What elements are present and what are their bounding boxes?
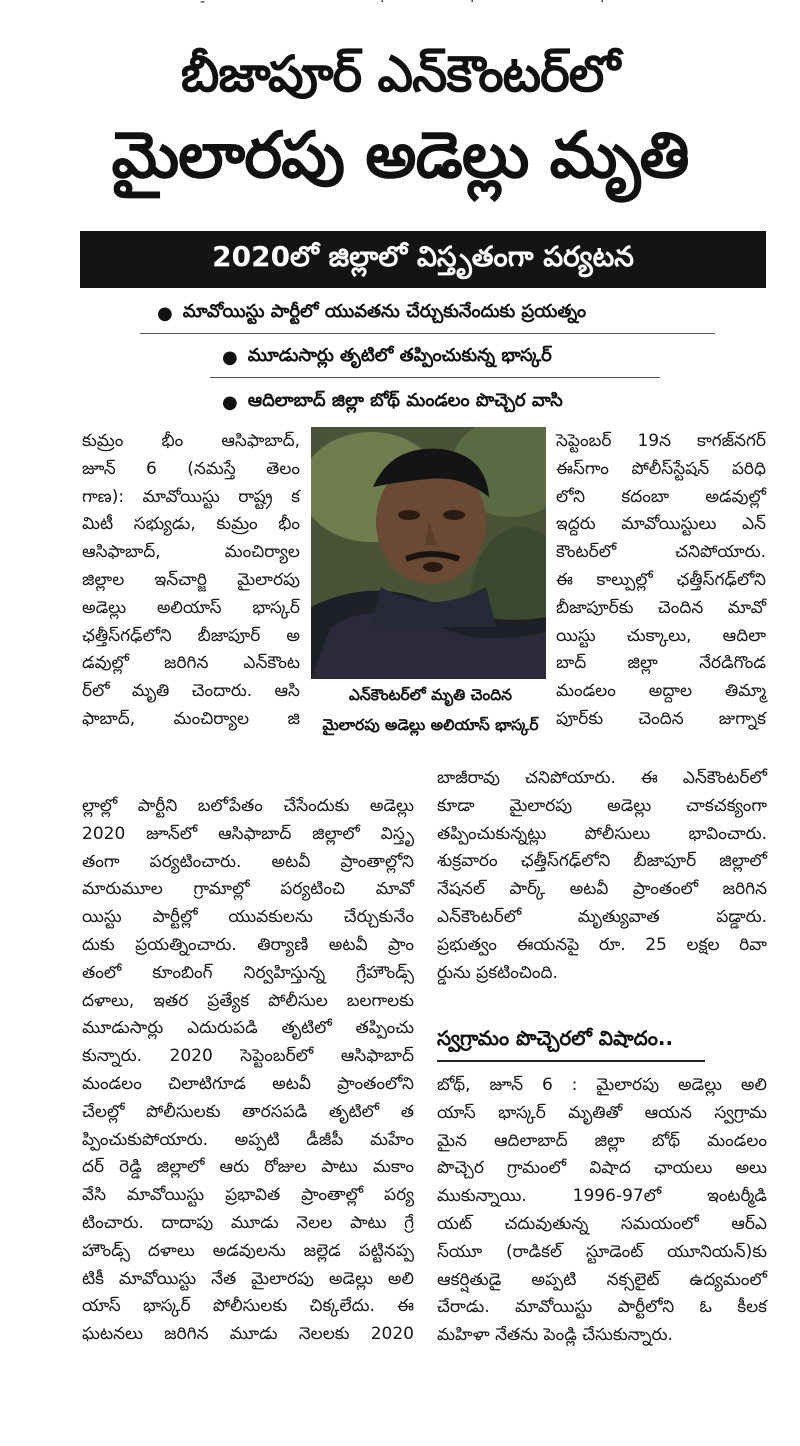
top-cut-strip: ‐ · · · [200, 0, 605, 10]
text-line: మైన ఆదిలాబాద్‌ జిల్లా బోథ్‌ మండలం [437, 1130, 767, 1151]
bullet-text: మావోయిస్టు పార్టీలో యువతను చేర్చుకునేందుకు ప్రయత్నం [182, 300, 587, 322]
text-line: చేలల్లో పోలీసులకు తారసపడి తృటిలో త [82, 1101, 414, 1122]
text-line: చేరాడు. మావోయిస్టు పార్టీలోని ఓ కీలక [437, 1297, 767, 1318]
text-line: ర్‌లో మృతి చెందారు. ఆసి [82, 681, 300, 702]
text-line: బాద్‌ జిల్లా నేరడిగొండ [556, 653, 766, 674]
text-line: బాజీరావు చనిపోయారు. ఈ ఎన్‌కౌంటర్‌లో [437, 768, 767, 788]
text-line: యాస్‌ భాస్కర్‌ పోలీసులకు చిక్కలేదు. ఈ [82, 1296, 414, 1317]
subheadline-banner: 2020లో జిల్లాలో విస్తృతంగా పర్యటన [80, 231, 766, 288]
text-line: కున్నారు. 2020 సెప్టెంబర్‌లో ఆసిఫాబాద్‌ [82, 1046, 414, 1067]
text-line: దళాలు, ఇతర ప్రత్యేక పోలీసుల బలగాలకు [82, 990, 414, 1011]
text-line: ఆకర్షితుడై అప్పటి నక్సలైట్‌ ఉద్యమంలో [437, 1269, 767, 1290]
text-line: కూడా మైలారపు అడెల్లు చాకచక్యంగా [437, 795, 767, 816]
text-line: శుక్రవారం ఛత్తీస్‌గఢ్‌లోని బీజాపూర్‌ జిల్లాలో [437, 851, 767, 872]
person-photo [311, 427, 546, 679]
photo-caption [308, 680, 553, 740]
page-edge-strip [790, 280, 800, 1446]
text-line: ల్లాల్లో పార్టీని బలోపేతం చేసేందుకు అడెల్లు [82, 796, 414, 816]
bullet-dot-icon: ● [157, 302, 173, 324]
subheading-underline [437, 1060, 705, 1062]
text-line: తప్పించుకున్నట్లు పోలీసులు భావించారు. [437, 823, 767, 844]
bullet-divider [140, 333, 715, 334]
text-line: ఎన్‌కౌంటర్‌లో మృత్యువాత పడ్డారు. [437, 906, 767, 927]
text-line: 2020 జూన్‌లో ఆసిఫాబాద్‌ జిల్లాలో విస్తృ [82, 823, 414, 844]
text-line: గాణ): మావోయిస్టు రాష్ట్ర క [82, 486, 300, 507]
text-line: డవుల్లో జరిగిన ఎన్‌కౌంట [82, 653, 300, 674]
bullet-dot-icon: ● [222, 346, 238, 368]
text-line: యట్‌ చదువుతున్న సమయంలో ఆర్‌ఎ [437, 1213, 767, 1234]
bullet-divider [210, 377, 660, 378]
text-line: తంగా పర్యటించారు. అటవీ ప్రాంతాల్లోని [82, 851, 414, 872]
text-line: అడెల్లు అలియాస్‌ భాస్కర్‌ [82, 597, 300, 618]
bullet-text: మూడుసార్లు తృటిలో తప్పించుకున్న భాస్కర్‌ [247, 344, 552, 366]
text-line: దర్‌ రెడ్డి జిల్లాలో ఆరు రోజుల పాటు మకాం [82, 1157, 414, 1178]
text-line: మూడుసార్లు ఎదురుపడి తృటిలో తప్పించు [82, 1018, 414, 1039]
text-line: మహిళా నేతను పెండ్లి చేసుకున్నారు. [437, 1325, 673, 1346]
text-line: ఈస్‌గాం పోలీస్‌స్టేషన్‌ పరిధి [556, 458, 766, 479]
text-line: బీజాపూర్‌కు చెందిన మావో [556, 597, 766, 618]
article-column-1-top [82, 428, 300, 734]
text-line: సెప్టెంబర్‌ 19న కాగజ్‌నగర్‌ [556, 431, 766, 451]
text-line: ఛత్తీస్‌గఢ్‌లోని బీజాపూర్‌ అ [82, 625, 300, 646]
text-line: కౌంటర్‌లో చనిపోయారు. [556, 542, 766, 563]
text-line: ఫాబాద్‌, మంచిర్యాల జి [82, 708, 300, 729]
bullet-text: ఆదిలాబాద్‌ జిల్లా బోథ్‌ మండలం పొచ్చెర వాసి [247, 389, 563, 411]
text-line: హౌండ్స్‌ దళాలు అడవులను జల్లెడ పట్టినప్ప [82, 1240, 414, 1261]
text-line: కుమ్రం భీం ఆసిఫాబాద్‌, [82, 431, 300, 451]
text-line: మిటీ సభ్యుడు, కుమ్రం భీం [82, 514, 300, 535]
text-line: లోని కదంబా అడవుల్లో [556, 486, 766, 507]
text-line: జూన్‌ 6 (నమస్తే తెలం [82, 458, 300, 479]
text-line: జిల్లాల ఇన్‌చార్జి మైలారపు [82, 569, 300, 590]
text-line: వేసి మావోయిస్టు ప్రభావిత ప్రాంతాల్లో పర్య [82, 1185, 414, 1206]
text-line: యిస్టు పార్టీల్లో యువకులను చేర్చుకునేం [82, 907, 414, 928]
bullet-point-3 [222, 385, 652, 419]
text-line: ర్డును ప్రకటించింది. [437, 962, 558, 983]
text-line: ముకున్నాయి. 1996-97లో ఇంటర్మీడి [437, 1186, 767, 1207]
article-column-1-bottom [82, 793, 414, 1349]
section-subheading: స్వగ్రామం పొచ్చెరలో విషాదం.. [437, 1026, 674, 1050]
text-line: నేషనల్‌ పార్క్‌ అటవీ ప్రాంతంలో జరిగిన [437, 879, 767, 900]
text-line: పొచ్చెర గ్రామంలో విషాద ఛాయలు అలు [437, 1158, 767, 1179]
bullet-point-2 [222, 340, 652, 374]
text-line: ఇద్దరు మావోయిస్టులు ఎన్‌ [556, 514, 766, 535]
text-line: మారుమూల గ్రామాల్లో పర్యటించి మావో [82, 879, 414, 900]
text-line: మండలం అద్దాల తిమ్మా [556, 681, 766, 702]
text-line: టికీ మావోయిస్టు నేత మైలారపు అడెల్లు అలి [82, 1268, 414, 1289]
text-line: తంలో కూంబింగ్‌ నిర్వహిస్తున్న గ్రేహౌండ్స్‌ [82, 962, 414, 983]
text-line: టించారు. దాదాపు మూడు నెలల పాటు గ్రే [82, 1212, 414, 1233]
article-column-2-bottom [437, 765, 767, 987]
text-line: బోథ్‌, జూన్‌ 6 : మైలారపు అడెల్లు అలి [437, 1075, 767, 1095]
text-line: యాస్‌ భాస్కర్‌ మృతితో ఆయన స్వగ్రామ [437, 1102, 767, 1123]
article-column-2-section [437, 1072, 767, 1350]
headline-line-1: బీజాపూర్‌ ఎన్‌కౌంటర్‌లో [180, 45, 620, 103]
text-line: పూర్‌కు చెందిన జుగ్నాక [556, 708, 766, 729]
bullet-dot-icon: ● [222, 391, 238, 413]
text-line: ఆసిఫాబాద్‌, మంచిర్యాల [82, 542, 300, 563]
article-column-2-top [556, 428, 766, 734]
text-line: మండలం చిలాటిగూడ అటవీ ప్రాంతంలోని [82, 1073, 414, 1094]
bullet-point-1 [157, 296, 717, 330]
text-line: ఘటనలు జరిగిన మూడు నెలలకు 2020 [82, 1324, 414, 1345]
text-line: ప్రభుత్వం ఈయనపై రూ. 25 లక్షల రివా [437, 934, 767, 955]
text-line: ఈ కాల్పుల్లో ఛత్తీస్‌గఢ్‌లోని [556, 569, 766, 590]
caption-line: ఎన్‌కౌంటర్‌లో మృతి చెందిన [348, 686, 513, 704]
caption-line: మైలారపు అడెల్లు అలియాస్‌ భాస్కర్‌ [322, 716, 539, 734]
text-line: దుకు ప్రయత్నించారు. తిర్యాణి అటవీ ప్రాం [82, 934, 414, 955]
headline-line-2: మైలారపు అడెల్లు మృతి [111, 119, 689, 193]
text-line: ప్పించుకుపోయారు. అప్పటి డీజీపీ మహేం [82, 1129, 414, 1150]
text-line: యిస్టు చుక్కాలు, ఆదిలా [556, 625, 766, 646]
text-line: స్‌యూ (రాడికల్‌ స్టూడెంట్‌ యూనియన్‌)కు [437, 1241, 767, 1262]
